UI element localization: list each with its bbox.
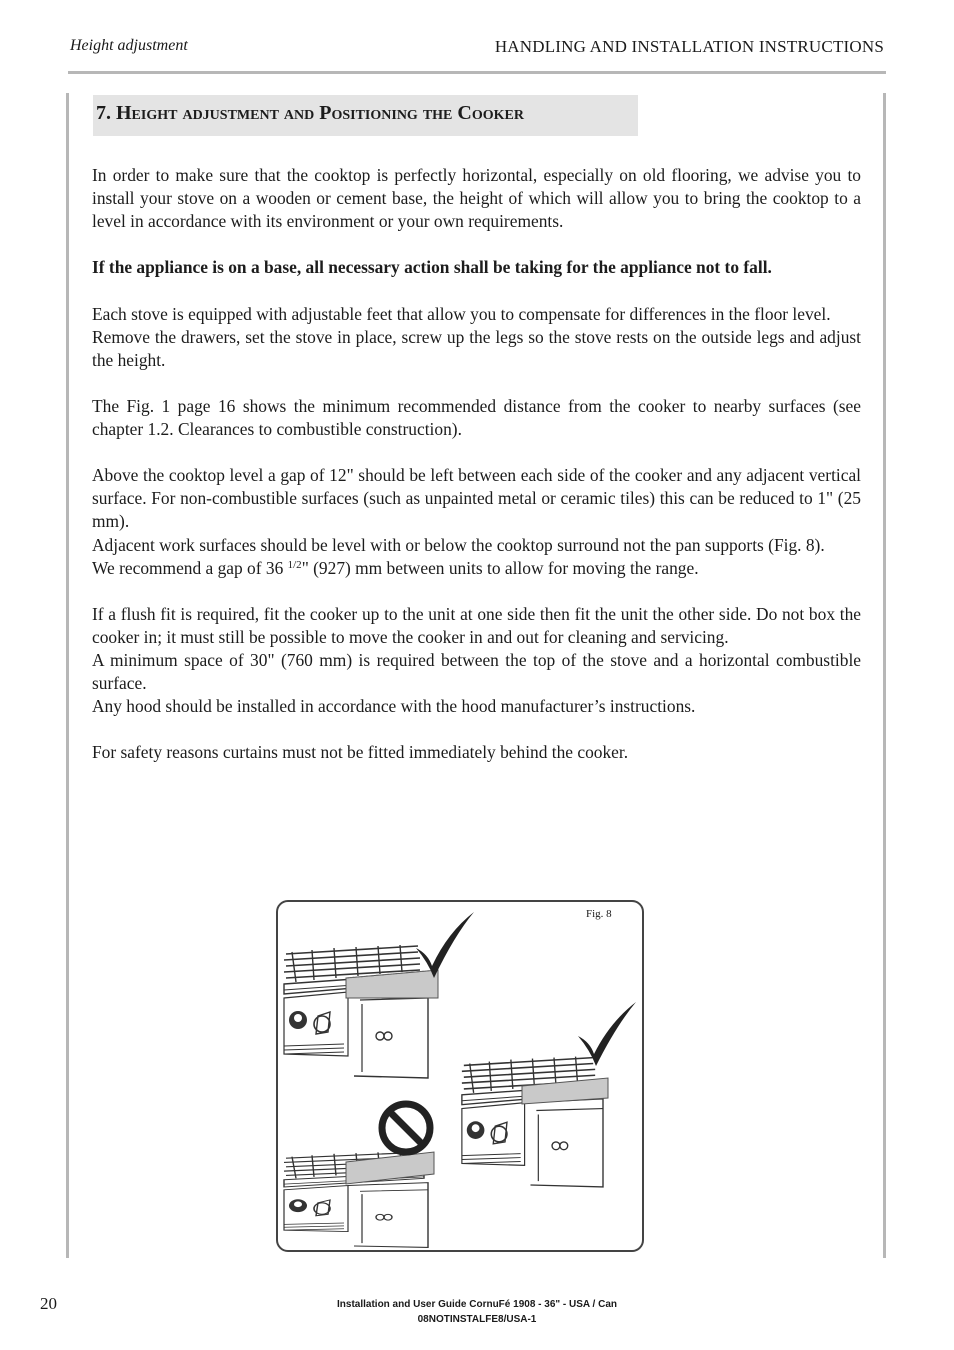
header-document-title: HANDLING AND INSTALLATION INSTRUCTIONS bbox=[494, 37, 884, 56]
figure-8 bbox=[276, 900, 644, 1252]
gap-text-post: " (927) mm between units to allow for moving the range. bbox=[301, 557, 699, 578]
header-section-name: Height adjustment bbox=[70, 37, 188, 54]
page-number: 20 bbox=[40, 1294, 57, 1313]
paragraph-intro: In order to make sure that the cooktop is perfectly horizontal, especially on old flooring, we advise you to install your stove on a wooden or cement base, the height of which will allow you to bring the cooktop to a level in accordance with its environment or your own requirements. bbox=[92, 165, 861, 232]
section-title: 7. Height adjustment and Positioning the Cooker bbox=[93, 95, 638, 136]
paragraph-gap: Above the cooktop level a gap of 12" should be left between each side of the cooker and any adjacent vertical surface. For non-combustible surfaces (such as unpainted metal or ceramic tiles) this can be reduced to 1" (25 mm). bbox=[92, 465, 861, 532]
paragraph-hood: Any hood should be installed in accordance with the hood manufacturer’s instructions. bbox=[92, 696, 696, 717]
footer-guide-title: Installation and User Guide CornuFé 1908 - 36" - USA / Can bbox=[337, 1299, 617, 1310]
footer-reference bbox=[327, 1297, 627, 1327]
paragraph-feet: Each stove is equipped with adjustable feet that allow you to compensate for differences in the floor level. bbox=[92, 303, 831, 324]
cooker-incorrect bbox=[284, 1152, 434, 1248]
warning-text: If the appliance is on a base, all necessary action shall be taking for the appliance not to fall. bbox=[92, 257, 772, 278]
figure-illustration bbox=[278, 902, 642, 1250]
cooker-correct-top bbox=[284, 945, 438, 1078]
paragraph-flush-fit: If a flush fit is required, fit the cooker up to the unit at one side then fit the unit the other side. Do not box the cooker in; it must still be possible to move the cooker in and out for cleaning and servicing. bbox=[92, 603, 861, 647]
left-margin-rule bbox=[66, 93, 69, 1258]
paragraph-min-space: A minimum space of 30" (760 mm) is required between the top of the stove and a horizontal combustible surface. bbox=[92, 649, 861, 694]
paragraph-drawers: Remove the drawers, set the stove in place, screw up the legs so the stove rests on the outside legs and adjust the height. bbox=[92, 326, 861, 370]
footer-doc-code: 08NOTINSTALFE8/USA-1 bbox=[417, 1314, 537, 1325]
body-text bbox=[92, 164, 861, 788]
paragraph-warning bbox=[92, 256, 861, 279]
right-margin-rule bbox=[883, 93, 886, 1258]
check-icon bbox=[416, 912, 474, 978]
gap-fraction: 1/2 bbox=[287, 558, 302, 571]
gap-text-pre: We recommend a gap of 36 bbox=[92, 557, 288, 578]
cooker-correct-bottom bbox=[462, 1057, 608, 1187]
figure-label: Fig. 8 bbox=[586, 908, 612, 920]
prohibited-icon bbox=[382, 1104, 430, 1152]
check-icon bbox=[578, 1002, 636, 1066]
paragraph-fig1: The Fig. 1 page 16 shows the minimum recommended distance from the cooker to nearby surfaces (see chapter 1.2. Clearances to combustible construction). bbox=[92, 395, 861, 440]
paragraph-work-surfaces: Adjacent work surfaces should be level with or below the cooktop surround not the pan supports (Fig. 8). bbox=[92, 534, 825, 555]
paragraph-recommend-gap bbox=[92, 557, 861, 580]
paragraph-curtains: For safety reasons curtains must not be fitted immediately behind the cooker. bbox=[92, 742, 629, 763]
header-rule bbox=[68, 71, 886, 74]
